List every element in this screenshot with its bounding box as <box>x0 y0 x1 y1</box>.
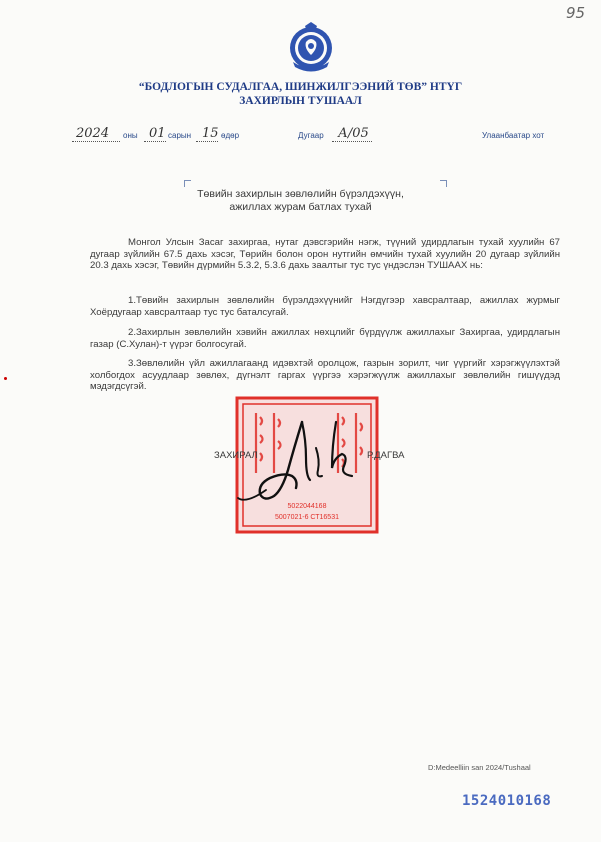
signatory-title: ЗАХИРАЛ <box>214 450 258 461</box>
signatory-name: Р.ДАГВА <box>367 450 405 461</box>
day-value: 15 <box>202 126 219 141</box>
page-number: 95 <box>566 4 586 22</box>
body-item-1 <box>90 295 560 318</box>
date-number-row <box>70 128 570 146</box>
body-intro <box>90 237 560 272</box>
item-2-paragraph: 2.Захирлын зөвлөлийн хэвийн ажиллах нөхцлийг бүрдүүлж ажиллахыг Захиргаа, удирдлагын газар (С.Хулан)-т үүрэг болгосугай. <box>90 327 560 350</box>
month-value: 01 <box>149 126 166 141</box>
subject-line-1: Төвийн захирлын зөвлөлийн бүрэлдэхүүн, <box>197 188 404 200</box>
order-number: А/05 <box>338 126 369 141</box>
intro-paragraph: Монгол Улсын Засаг захиргаа, нутаг дэвсгэрийн нэгж, түүний удирдлагын тухай хуулийн 67 дугаар зүйлийн 67.5 дахь хэсэг, Төрийн болон орон нутгийн өмчийн тухай хуулийн 20 дугаар зүйлийн 20.3 дахь хэсэг, Төвийн дүрмийн 5.3.2, 5.3.6 дахь заалтыг тус тус үндэслэн ТУШААХ нь: <box>90 237 560 272</box>
file-path: D:Medeelliin san 2024/Tushaal <box>428 763 531 772</box>
item-1-paragraph: 1.Төвийн захирлын зөвлөлийн бүрэлдэхүүнийг Нэгдүгээр хавсралтаар, ажиллах журмыг Хоёрдугаар хавсралтаар тус тус баталсугай. <box>90 295 560 318</box>
organization-header <box>0 80 601 108</box>
subject-corner-left <box>184 180 191 187</box>
order-subject <box>0 188 601 214</box>
body-item-2 <box>90 327 560 350</box>
registration-number: 1524010168 <box>462 793 552 809</box>
subject-corner-right <box>440 180 447 187</box>
margin-mark <box>4 377 7 380</box>
month-label: сарын <box>168 131 192 140</box>
organization-name: “БОДЛОГЫН СУДАЛГАА, ШИНЖИЛГЭЭНИЙ ТӨВ” НТҮГ <box>138 81 463 93</box>
number-label: Дугаар <box>298 131 324 140</box>
city-label: Улаанбаатар хот <box>482 131 545 140</box>
body-item-3 <box>90 358 560 393</box>
year-label: оны <box>123 131 138 140</box>
state-emblem-icon <box>287 22 335 72</box>
stamp-code-1: 5022044168 <box>287 503 327 510</box>
year-value: 2024 <box>76 126 110 141</box>
item-3-paragraph: 3.Зөвлөлийн үйл ажиллагаанд идэвхтэй оролцож, газрын зорилт, чиг үүргийг хэрэгжүүлэхтэй холбогдох асуудлаар зөвлөх, дүгнэлт гаргах үүргээ хэрэгжүүлж ажиллахыг зөвлөлийн гишүүдэд мэдэгдсүгэй. <box>90 358 560 393</box>
subject-line-2: ажиллах журам батлах тухай <box>229 201 372 213</box>
handwritten-signature <box>236 418 366 508</box>
day-label: өдөр <box>221 131 240 140</box>
order-title: ЗАХИРЛЫН ТУШААЛ <box>239 95 362 107</box>
stamp-code-2: 5007021-6 СТ16531 <box>275 514 339 521</box>
